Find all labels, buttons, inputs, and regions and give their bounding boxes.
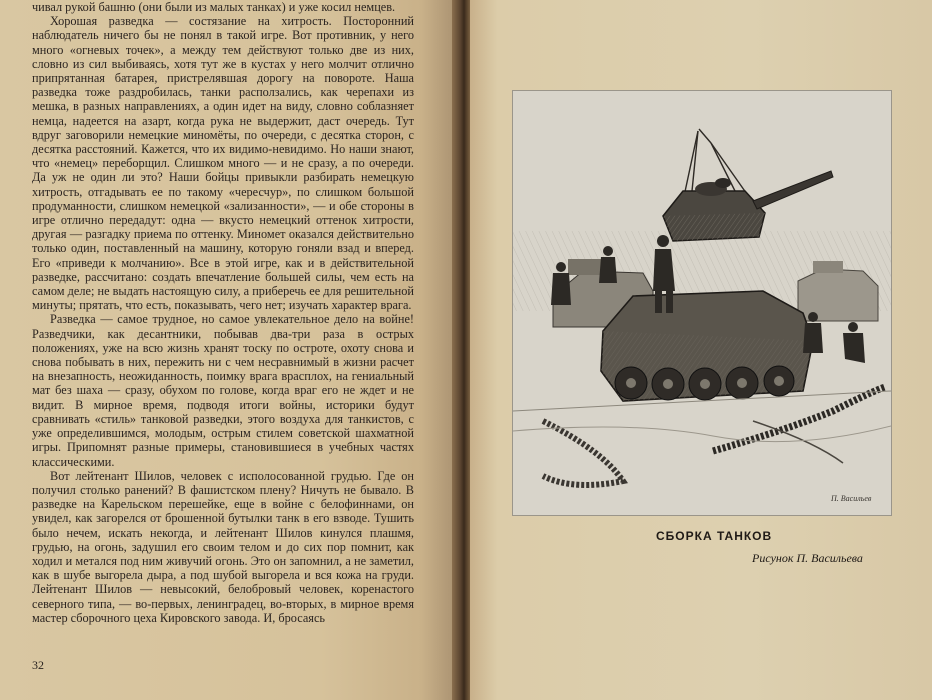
left-page: [0, 0, 458, 700]
illustration-caption-title: СБОРКА ТАНКОВ: [656, 529, 773, 543]
left-page-text: [32, 0, 414, 625]
illustration-credit: Рисунок П. Васильева: [752, 551, 863, 565]
right-page: [470, 0, 932, 700]
paragraph: Вот лейтенант Шилов, человек с исполосованной грудью. Где он получил столько ранений? В фашистском плену? Ничуть не бывало. В разведке на Карельском перешейке, еще в войне с белофиннами, он увидел, как загорелся от брошенной бутылки танк в его взводе. Тушить было нечем, искать некогда, и лейтенант Шилов кинулся плашмя, грудью, на огонь, задушил его своим телом и до сих пор помнит, как ходил и метался под ним живучий огонь. Это он запомнил, а не заметил, как в шубе выгорела дыра, а под шубой выгорела и вся кожа на груди. Лейтенант Шилов — невысокий, белобровый человек, коренастого северного типа, — во-первых, ленинградец, во-вторых, в мирное время мастер сборочного цеха Кировского завода. И, бросаясь: [32, 468, 414, 625]
paragraph: Хорошая разведка — состязание на хитрость. Посторонний наблюдатель ничего бы не понял в такой игре. Вот противник, у него много «огневых точек», а между тем действуют только две из них, словно из сил выбиваясь, хотя тут же в кустах у него молчит отлично припрятанная батарея, пристрелявшая дорогу на повороте. Наша разведка тоже раздробилась, танки расползались, как черепахи из мешка, в разных направлениях, а один идет на виду, словно соблазняет немца, надеется на азарт, когда рука не выдержит, даст очередь. Тут вдруг заговорили немецкие миномёты, по очереди, с десятка сторон, с десятка расстояний. Кажется, что их видимо-невидимо. Но наши знают, что «немец» переборщил. Слишком много — и не сразу, а по очереди. Да уж не один ли это? Наши бойцы привыкли разбирать немецкую хитрость, отгадывать ее по такому «чересчур», по слишком большой продуманности, слишком немецкой «зализанности», — и обе стороны в игре отлично передадут: одна — вкусто немецкий оттенок хитрости, другая — разгадку приема по оттенку. Миномет оказался действительно только один, поставленный на машину, которую гоняли взад и вперед. Его «приведи к молчанию». Все в этой игре, как и в действительной разведке, рассчитано: создать впечатление большей силы, чем есть на самом деле; не выдать настоящую силу, а приберечь ее для решительной минуты; прятать, что есть, показывать, чего нет; изучать характер врага.: [32, 14, 414, 313]
illustration-drawing: [513, 91, 891, 515]
paragraph: чивал рукой башню (они были из малых танках) и уже косил немцев.: [32, 0, 396, 14]
paragraph: Разведка — самое трудное, но самое увлекательное дело на войне! Разведчики, как десантники, побывав два-три раза в острых положениях, уже на всю жизнь хранят тоску по остроте, охоту снова и снова побывать в них, пережить ни с чем несравнимый в жизни расчет на внезапность, неожиданность, поимку врага врасплох, на гениальный мат без шаха — сразу, обухом по голове, когда враг его не ждет и не видит. В мирное время, подводя итоги войны, историки будут сравнивать «стиль» танковой разведки, этого воздуха для танкистов, с уже определившимся, молодым, острым стилем советской шахматной игры. Припомнят разные примеры, становившиеся в учебных частях классическими.: [32, 312, 414, 469]
artist-signature: П. Васильев: [831, 494, 872, 503]
page-number: 32: [32, 658, 44, 672]
tank-assembly-illustration: [512, 90, 892, 516]
